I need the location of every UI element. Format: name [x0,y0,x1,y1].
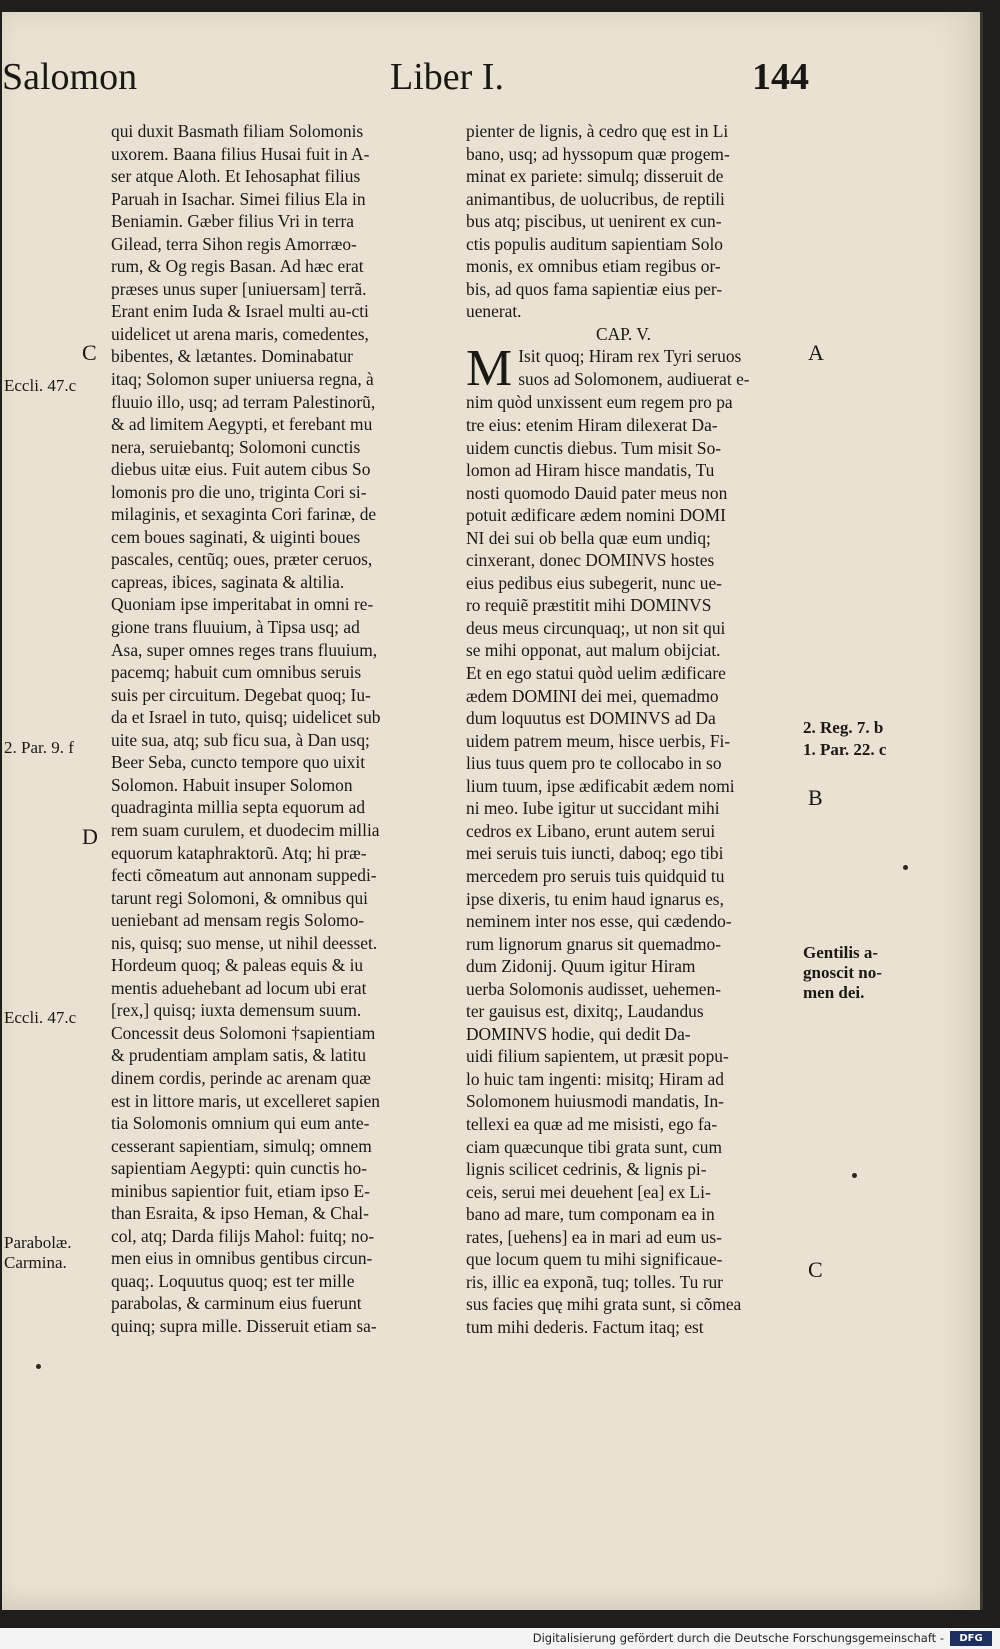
text-line: bus atq; piscibus, ut uenirent ex cun- [466,211,722,232]
text-line: nis, quisq; suo mense, ut nihil deesset. [111,932,378,953]
text-line: quaq;. Loquutus quoq; est ter mille [111,1270,355,1291]
text-line: lomonis pro die uno, triginta Cori si- [111,481,367,502]
text-line: Solomon. Habuit insuper Solomon [111,774,353,795]
text-line: & ad limitem Aegypti, et ferebant mu [111,414,373,435]
text-line: parabolas, & carminum eius fuerunt [111,1293,362,1314]
right-text-column [466,120,804,1338]
text-line: uenerat. [466,301,522,322]
section-letter-a-right: A [808,340,824,365]
text-line: tre eius: etenim Hiram dilexerat Da- [466,415,718,436]
running-head-center: Liber I. [390,56,504,98]
section-letter-b-right: B [808,785,823,810]
text-line: ris, illic ea exponã, tuq; tolles. Tu rur [466,1271,723,1292]
text-line: dum loquutus est DOMINVS ad Da [466,708,716,729]
text-line: nera, seruiebantq; Solomoni cunctis [111,436,361,457]
text-line: bis, ad quos fama sapientiæ eius per- [466,278,723,299]
text-line: mei seruis tuis iuncti, daboq; ego tibi [466,843,724,864]
text-line: ipse dixeris, tu enim haud ignarus es, [466,888,724,909]
text-line: fecti cõmeatum aut annonam suppedi- [111,865,377,886]
page-number: 144 [752,56,809,98]
text-line: Erant enim Iuda & Israel multi au-cti [111,301,369,322]
text-line: cedros ex Libano, erunt autem serui [466,820,716,841]
margin-note-parabolae: Parabolæ. [4,1233,72,1252]
text-line: [rex,] quisq; iuxta demensum suum. [111,1000,362,1021]
section-letter-d-left: D [82,824,98,849]
text-line: ctis populis auditum sapientiam Solo [466,233,723,254]
text-line: tellexi ea quæ ad me misisti, ego fa- [466,1113,718,1134]
text-line: NI dei sui ob bella quæ eum undiq; [466,527,711,548]
text-line: fluuio illo, usq; ad terram Palestinorũ, [111,391,376,412]
text-line: itaq; Solomon super uniuersa regna, à [111,369,374,390]
text-line: bibentes, & lætantes. Dominabatur [111,346,353,367]
text-line: mentis aduehebant ad locum ubi erat [111,977,367,998]
text-line: diebus uitæ eius. Fuit autem cibus So [111,459,371,480]
text-line: que locum quem tu mihi significaue- [466,1249,723,1270]
text-line: cinxerant, donec DOMINVS hostes [466,550,715,571]
text-line: pienter de lignis, à cedro quę est in Li [466,121,729,141]
text-line: rum, & Og regis Basan. Ad hæc erat [111,256,364,277]
drop-cap: M [466,340,513,398]
text-line: suis per circuitum. Degebat quoq; Iu- [111,684,371,705]
text-line: Solomonem huiusmodi mandatis, In- [466,1091,724,1112]
dfg-logo: DFG [950,1631,992,1646]
text-line: dum Zidonij. Quum igitur Hiram [466,956,696,977]
text-line: quinq; supra mille. Disseruit etiam sa- [111,1315,377,1336]
text-line: sapientiam Aegypti: quin cunctis ho- [111,1158,367,1179]
text-line: Paruah in Isachar. Simei filius Ela in [111,188,366,209]
text-line: uxorem. Baana filius Husai fuit in A- [111,143,370,164]
text-line: capreas, ibices, saginata & altilia. [111,571,345,592]
text-line: lius tuus quem pro te collocabo in so [466,753,722,774]
text-line: est in littore maris, ut excelleret sapien [111,1090,380,1111]
text-line: than Esraita, & ipso Heman, & Chal- [111,1203,369,1224]
margin-note-1-par-22c: 1. Par. 22. c [803,740,887,759]
text-line: lium tuum, ipse ædificabit ædem nomi [466,775,735,796]
text-line: Asa, super omnes reges trans fluuium, [111,639,378,660]
margin-note-eccli-47c: Eccli. 47.c [4,376,77,395]
text-line: sus facies quę mihi grata sunt, si cõmea [466,1294,742,1315]
text-line: ter gauisus est, dixitq;, Laudandus [466,1001,704,1022]
text-line: men eius in omnibus gentibus circun- [111,1248,373,1269]
margin-note-gentilis-line: gnoscit no- [803,963,882,982]
text-line: cesserant sapientiam, simulq; omnem [111,1135,372,1156]
text-line: bano, usq; ad hyssopum quæ progem- [466,143,730,164]
text-line: uidem patrem meum, hisce uerbis, Fi- [466,730,731,751]
text-line: se mihi opponat, aut malum obijciat. [466,640,721,661]
text-line: milaginis, et sexaginta Cori farinæ, de [111,504,377,525]
text-line: ædem DOMINI dei mei, quemadmo [466,685,719,706]
text-line: lo huic tam ingenti: misitq; Hiram ad [466,1068,724,1089]
text-line: bano ad mare, tum componam ea in [466,1204,715,1225]
left-text-column [111,120,446,1338]
text-line: equorum kataphraktorũ. Atq; hi præ- [111,842,367,863]
text-line: lignis scilicet cedrinis, & lignis pi- [466,1159,707,1180]
text-line: neminem inter nos esse, qui cædendo- [466,911,732,932]
text-line: pascales, centũq; oues, præter ceruos, [111,549,373,570]
text-line: rem suam curulem, et duodecim millia [111,819,380,840]
text-line: lomon ad Hiram hisce mandatis, Tu [466,460,715,481]
chapter-opening [466,340,804,398]
text-line: Et en ego statui quòd uelim ædificare [466,663,726,684]
text-line: Concessit deus Solomoni †sapientiam [111,1022,376,1043]
text-line: tum mihi dederis. Factum itaq; est [466,1316,704,1337]
ink-speck [36,1364,41,1369]
footer-credit-text: Digitalisierung gefördert durch die Deutsche Forschungsgemeinschaft - [532,1631,944,1645]
text-line: & prudentiam amplam satis, & latitu [111,1045,367,1066]
text-line: uerba Solomonis audisset, uehemen- [466,978,722,999]
margin-note-carmina: Carmina. [4,1253,67,1272]
margin-note-eccli-47c-second: Eccli. 47.c [4,1008,77,1027]
text-line: DOMINVS hodie, qui dedit Da- [466,1023,691,1044]
margin-note-gentilis-line: men dei. [803,983,865,1002]
text-line: eius pedibus eius subegerit, nunc ue- [466,572,722,593]
text-line: Quoniam ipse imperitabat in omni re- [111,594,374,615]
text-line: minibus sapientior fuit, etiam ipso E- [111,1180,370,1201]
ink-speck [852,1173,857,1178]
text-line: minat ex pariete: simulq; disseruit de [466,166,724,187]
text-line: quadraginta millia septa equorum ad [111,797,366,818]
text-line: uidi filium sapientem, ut præsit popu- [466,1046,729,1067]
text-line: uite sua, atq; sub ficu sua, à Dan usq; [111,729,370,750]
text-line: præses unus super [uniuersam] terrã. [111,278,367,299]
text-line: ceis, serui mei deuehent [ea] ex Li- [466,1181,711,1202]
text-line: Hordeum quoq; & paleas equis & iu [111,955,364,976]
text-line: ro requiẽ præstitit mihi DOMINVS [466,595,712,616]
text-line: monis, ex omnibus etiam regibus or- [466,256,721,277]
chapter-heading: CAP. V. [596,323,651,344]
digitization-footer [0,1628,1000,1649]
margin-note-2-reg-7b: 2. Reg. 7. b [803,718,884,737]
text-line: tarunt regi Solomoni, & omnibus qui [111,887,368,908]
text-line: qui duxit Basmath filiam Solomonis [111,121,364,141]
text-line: ser atque Aloth. Et Iehosaphat filius [111,166,361,187]
margin-note-2-par-9f: 2. Par. 9. f [4,738,74,757]
text-line: ueniebant ad mensam regis Solomo- [111,910,365,931]
text-line: ni meo. Iube igitur ut succidant mihi [466,798,720,819]
text-line: rum lignorum gnarus sit quemadmo- [466,933,722,954]
running-head-left: Salomon [2,56,138,98]
text-line: gione trans fluuium, à Tipsa usq; ad [111,617,360,638]
text-line: Beniamin. Gæber filius Vri in terra [111,211,355,232]
text-line: da et Israel in tuto, quisq; uidelicet sub [111,707,381,728]
text-line: nim quòd unxissent eum regem pro pa [466,392,733,413]
ink-speck [903,865,908,870]
section-letter-c-left: C [82,340,97,365]
margin-note-gentilis [803,943,882,1003]
text-line: Isit quoq; Hiram rex Tyri seruos [518,346,742,367]
text-line: potuit ædificare ædem nomini DOMI [466,505,726,526]
text-line: nosti quomodo Dauid pater meus non [466,482,728,503]
margin-note-gentilis-line: Gentilis a- [803,943,879,962]
text-line: col, atq; Darda filijs Mahol: fuitq; no- [111,1225,375,1246]
text-line: Beer Seba, cuncto tempore quo uixit [111,752,366,773]
text-line: mercedem pro seruis tuis quidquid tu [466,865,725,886]
text-line: ciam quæcunque tibi grata sunt, cum [466,1136,722,1157]
text-line: suos ad Solomonem, audiuerat e- [518,369,750,390]
text-line: cem boues saginati, & uiginti boues [111,526,361,547]
text-line: dinem cordis, perinde ac arenam quæ [111,1067,371,1088]
text-line: animantibus, de uolucribus, de reptili [466,188,725,209]
text-line: rates, [uehens] ea in mari ad eum us- [466,1226,722,1247]
text-line: pacemq; habuit cum omnibus seruis [111,662,362,683]
section-letter-c-right: C [808,1257,823,1282]
text-line: deus meus circunquaq;, ut non sit qui [466,617,726,638]
text-line: uidelicet ut arena maris, comedentes, [111,323,369,344]
text-line: uidem cunctis diebus. Tum misit So- [466,437,722,458]
text-line: Gilead, terra Sihon regis Amorræo- [111,233,357,254]
text-line: tia Solomonis omnium qui eum ante- [111,1113,370,1134]
